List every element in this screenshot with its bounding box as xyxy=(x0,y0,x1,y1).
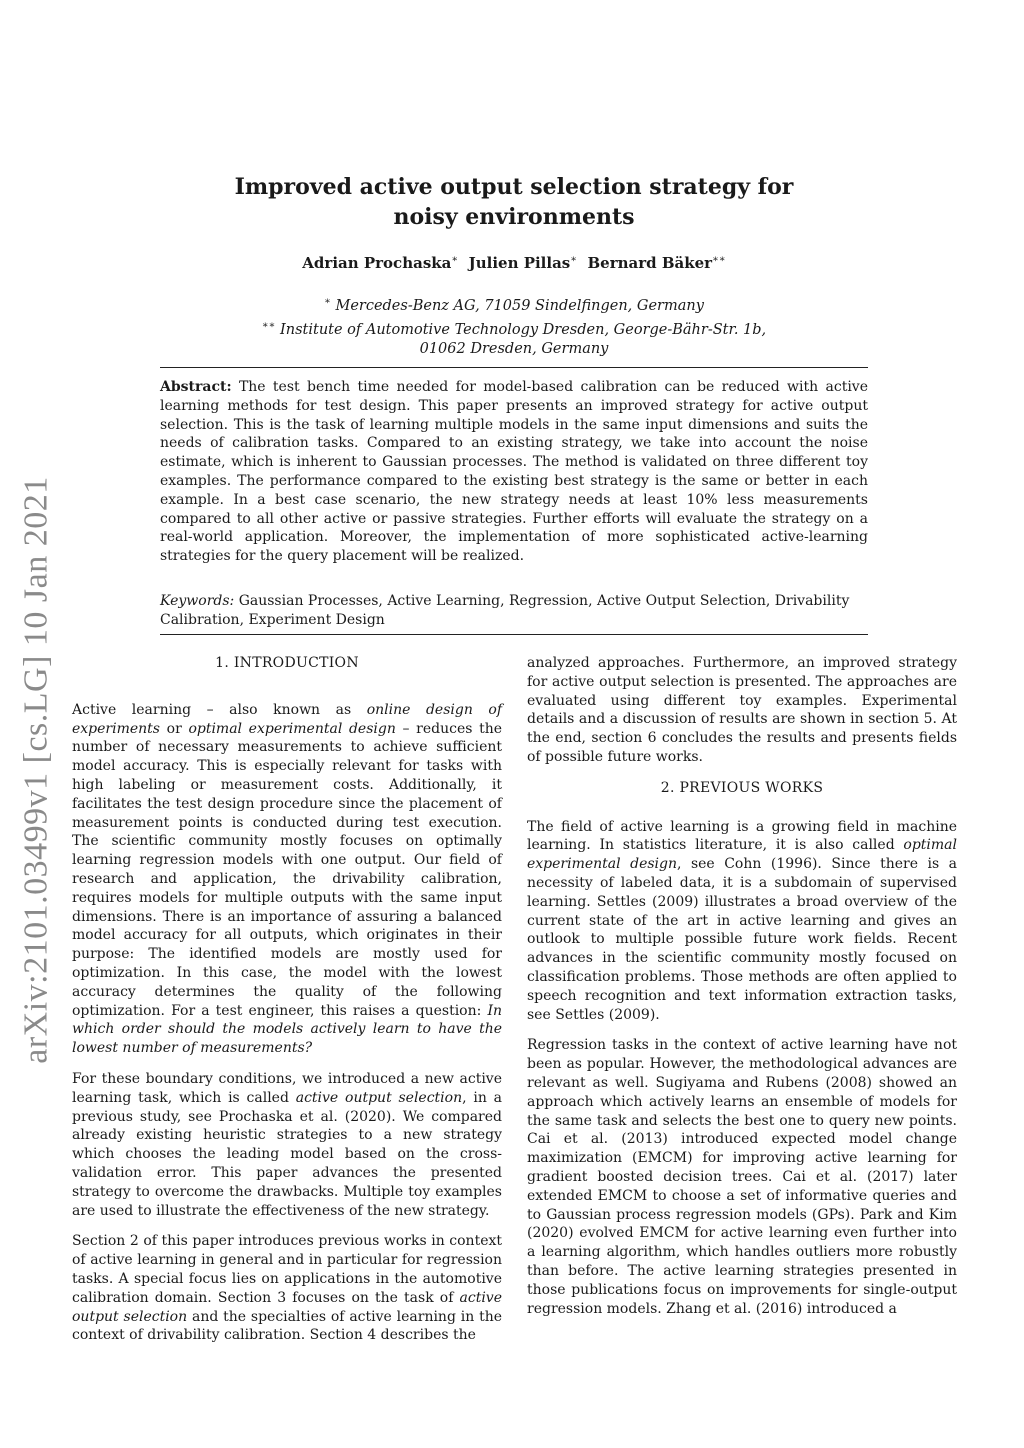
arxiv-id: arXiv:2101.03499v1 [cs.LG] 10 Jan 2021 xyxy=(18,476,56,1064)
abstract xyxy=(160,378,868,566)
intro-continuation: analyzed approaches. Furthermore, an improved strategy for active output selection is presented. The approaches are evaluated using different toy examples. Experimental details and a discussion of results are shown in section 5. At the end, section 6 concludes the results and presents fields of possible future works. xyxy=(527,655,957,765)
text-run: Section 2 of this paper introduces previous works in context of active learning in general and in particular for regression tasks. A special focus lies on applications in the automotive calibration domain. Section 3 focuses on the task of xyxy=(72,1233,502,1306)
author-mark: ∗ xyxy=(570,254,578,265)
emphasis: optimal experimental design xyxy=(188,720,396,737)
left-column xyxy=(72,654,502,1357)
text-run: and the specialties of active learning in the context of drivability calibration. Section 4 describes the xyxy=(72,1308,503,1344)
keywords-text: Gaussian Processes, Active Learning, Regression, Active Output Selection, Drivability Calibration, Experiment Design xyxy=(160,593,850,628)
text-run: – reduces the number of necessary measurements to achieve sufficient model accuracy. This is especially relevant for tasks with high labeling or measurement costs. Additionally, it facilitates the test design procedure since the placement of measurement points is conducted during test execution. The scientific community mostly focuses on optimally learning regression models with one output. Our field of research and application, the drivability calibration, requires models for multiple outputs with the same input dimensions. There is an importance of assuring a balanced model accuracy for all outputs, which originates in their purpose: The identified models are mostly used for optimization. In this case, the model with the lowest accuracy determines the quality of the following optimization. For a test engineer, this raises a question: xyxy=(72,720,503,1019)
affiliations xyxy=(160,292,868,359)
emphasis-question: In which order should the models actively learn to have the lowest number of measurements? xyxy=(72,1002,502,1057)
emphasis: active output selection xyxy=(72,1289,502,1325)
abstract-label: Abstract: xyxy=(160,379,232,395)
affiliation-mark: ∗∗ xyxy=(261,319,276,331)
author-mark: ∗∗ xyxy=(712,254,726,265)
author-name: Julien Pillas xyxy=(468,254,571,272)
text-run: , in a previous study, see Prochaska et al. (2020). We compared already existing heuristic strategies to a new strategy which chooses the leading model based on the cross-validation error. This paper advances the presented strategy to overcome the drawbacks. Multiple toy examples are used to illustrate the effectiveness of the new strategy. xyxy=(72,1089,502,1219)
intro-paragraph-1 xyxy=(72,701,502,1058)
emphasis: active output selection xyxy=(295,1089,463,1106)
author-name: Bernard Bäker xyxy=(587,254,713,272)
previous-works-paragraph-1 xyxy=(527,818,957,1025)
intro-paragraph-2 xyxy=(72,1070,502,1220)
text-run: or xyxy=(160,720,189,737)
keywords-label: Keywords: xyxy=(160,593,235,609)
author-name: Adrian Prochaska xyxy=(302,254,452,272)
keywords xyxy=(160,592,868,630)
author-mark: ∗ xyxy=(451,254,459,265)
affiliation-2: Institute of Automotive Technology Dresden, George-Bähr-Str. 1b, xyxy=(280,321,767,338)
top-rule xyxy=(160,367,868,368)
text-run: Active learning – also known as xyxy=(72,701,367,718)
arxiv-watermark xyxy=(12,470,62,1070)
abstract-text: The test bench time needed for model-based calibration can be reduced with active learning methods for test design. This paper presents an improved strategy for active output selection. This is the task of learning multiple models in the same input dimensions and suits the needs of calibration tasks. Compared to an existing strategy, we take into account the noise estimate, which is inherent to Gaussian processes. The method is validated on three different toy examples. The performance compared to the existing best strategy is the same or better in each example. In a best case scenario, the new strategy needs at least 10% less measurements compared to all other active or passive strategies. Further efforts will evaluate the strategy on a real-world application. Moreover, the implementation of more sophisticated active-learning strategies for the query placement will be realized. xyxy=(160,379,868,565)
section-heading-previous-works: 2. PREVIOUS WORKS xyxy=(660,779,824,796)
intro-paragraph-3 xyxy=(72,1232,502,1345)
paper-title xyxy=(160,172,868,232)
text-run: The field of active learning is a growing field in machine learning. In statistics literature, it is also called xyxy=(527,818,957,854)
emphasis: optimal experimental design xyxy=(527,837,957,873)
affiliation-2-line-2: 01062 Dresden, Germany xyxy=(419,340,609,357)
emphasis: online design of experiments xyxy=(72,701,502,737)
text-run: For these boundary conditions, we introduced a new active learning task, which is called xyxy=(72,1070,502,1106)
author-list xyxy=(160,254,868,272)
text-run: , see Cohn (1996). Since there is a necessity of labeled data, it is a subdomain of supervised learning. Settles (2009) illustrates a broad overview of the current state of the art in active learning and gives an outlook to multiple possible future work fields. Recent advances in the scientific community mostly focused on classification problems. Those methods are often applied to speech recognition and text information extraction tasks, see Settles (2009). xyxy=(527,856,957,1023)
title-line-1: Improved active output selection strategy for xyxy=(234,174,794,200)
right-column xyxy=(527,654,957,1330)
affiliation-1: Mercedes-Benz AG, 71059 Sindelfingen, Germany xyxy=(335,297,704,314)
title-line-2: noisy environments xyxy=(393,204,635,230)
affiliation-mark: ∗ xyxy=(324,296,331,307)
bottom-rule xyxy=(160,634,868,635)
section-heading-introduction: 1. INTRODUCTION xyxy=(215,655,359,671)
previous-works-paragraph-2: Regression tasks in the context of active learning have not been as popular. However, the methodological advances are relevant as well. Sugiyama and Rubens (2008) showed an approach which actively learns an ensemble of models for the same task and selects the best one to query new points. Cai et al. (2013) introduced expected model change maximization (EMCM) for improving active learning for gradient boosted decision trees. Cai et al. (2017) later extended EMCM to choose a set of informative queries and to Gaussian process regression models (GPs). Park and Kim (2020) evolved EMCM for active learning even further into a learning algorithm, which handles outliers more robustly than before. The active learning strategies presented in those publications focus on improvements for single-output regression models. Zhang et al. (2016) introduced a xyxy=(527,1037,957,1317)
